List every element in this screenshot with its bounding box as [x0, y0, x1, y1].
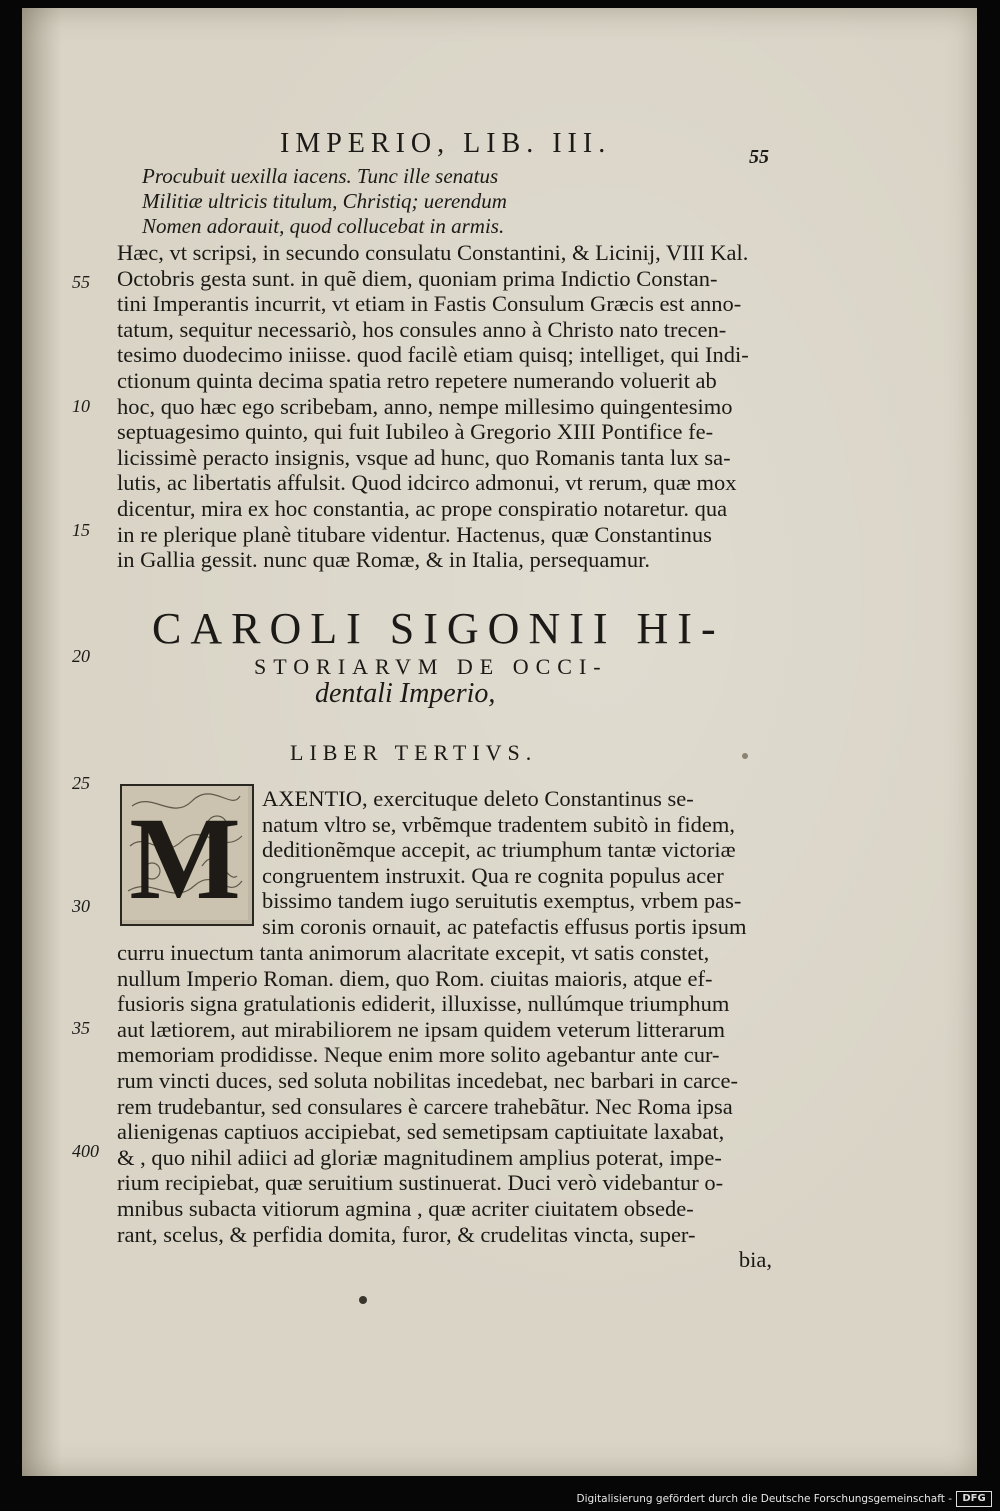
margin-line-number: 400 — [72, 1141, 99, 1161]
ink-speck — [742, 753, 748, 759]
funding-credit: Digitalisierung gefördert durch die Deutsche Forschungsgemeinschaft - — [576, 1493, 952, 1505]
verse-line: Militiæ ultricis titulum, Christiq; uerendum — [142, 189, 507, 213]
section-title: CAROLI SIGONII HI- — [152, 604, 725, 653]
ink-dot — [359, 1296, 367, 1304]
margin-line-number: 55 — [72, 272, 90, 292]
decorated-initial — [120, 784, 254, 926]
verse-line: Procubuit uexilla iacens. Tunc ille senatus — [142, 164, 499, 188]
text-line: deditionẽmque accepit, ac triumphum tantæ victoriæ — [262, 837, 736, 863]
section-subtitle-italic: dentali Imperio, — [315, 678, 496, 709]
text-line: bissimo tandem iugo seruitutis exemptus, vrbem pas- — [262, 888, 742, 914]
text-line: tini Imperantis incurrit, vt etiam in Fastis Consulum Græcis est anno- — [117, 291, 742, 317]
text-line: & , quo nihil adiici ad gloriæ magnitudinem amplius poterat, impe- — [117, 1144, 722, 1170]
text-line: in Gallia gessit. nunc quæ Romæ, & in Italia, persequamur. — [117, 547, 651, 573]
text-line: dicentur, mira ex hoc constantia, ac prope conspiratio notaretur. qua — [117, 495, 728, 521]
text-line: rium recipiebat, quæ seruitium sustinuerat. Duci verò videbantur o- — [117, 1170, 724, 1196]
initial-letter: M — [129, 793, 241, 920]
text-line: ctionum quinta decima spatia retro repetere numerando voluerit ab — [117, 367, 717, 393]
text-line: in re plerique planè titubare videntur. Hactenus, quæ Constantinus — [117, 521, 712, 547]
running-head: IMPERIO, LIB. III. — [280, 128, 612, 159]
text-line: licissimè peracto insignis, vsque ad hunc, quo Romanis tanta lux sa- — [117, 444, 731, 470]
text-line: sim coronis ornauit, ac patefactis effusus portis ipsum — [262, 913, 747, 939]
text-line: septuagesimo quinto, qui fuit Iubileo à Gregorio XIII Pontifice fe- — [117, 419, 714, 445]
margin-line-number: 10 — [72, 396, 90, 416]
text-line: rum vincti duces, sed soluta nobilitas incedebat, nec barbari in carce- — [117, 1067, 739, 1093]
margin-line-number: 20 — [72, 646, 90, 666]
text-line: tatum, sequitur necessariò, hos consules anno à Christo nato trecen- — [117, 316, 727, 342]
text-line: rant, scelus, & perfidia domita, furor, & crudelitas vincta, super- — [117, 1221, 696, 1247]
text-line: Hæc, vt scripsi, in secundo consulatu Constantini, & Licinij, VIII Kal. — [117, 240, 749, 265]
text-line: curru inuectum tanta animorum alacritate excepit, vt satis constet, — [117, 940, 710, 965]
paragraph-1 — [117, 240, 777, 573]
margin-line-number: 35 — [72, 1018, 90, 1038]
initial-ornament-icon — [122, 786, 248, 920]
book-heading: LIBER TERTIVS. — [290, 740, 538, 765]
text-line: lutis, ac libertatis affulsit. Quod idcirco admonui, vt rerum, quæ mox — [117, 470, 737, 496]
footer-bar — [0, 1483, 1000, 1511]
paragraph-2-indented — [262, 786, 772, 940]
margin-line-number: 30 — [72, 896, 90, 916]
text-line: mnibus subacta vitiorum agmina , quæ acriter ciuitatem obsede- — [117, 1195, 694, 1221]
book-page — [22, 8, 977, 1476]
paragraph-2 — [117, 940, 777, 1273]
text-line: aut lætiorem, aut mirabiliorem ne ipsam quidem veterum litterarum — [117, 1016, 725, 1042]
margin-line-number: 25 — [72, 773, 90, 793]
margin-line-number: 15 — [72, 520, 90, 540]
text-line: memoriam prodidisse. Neque enim more solito agebantur ante cur- — [117, 1042, 720, 1068]
verse-line: Nomen adorauit, quod collucebat in armis. — [142, 214, 505, 238]
text-line: Octobris gesta sunt. in quẽ diem, quoniam prima Indictio Constan- — [117, 265, 718, 291]
section-subtitle: STORIARVM DE OCCI- — [254, 654, 608, 679]
text-line: alienigenas captiuos accipiebat, sed semetipsam captiuitate laxabat, — [117, 1119, 725, 1145]
text-line: congruentem instruxit. Qua re cognita populus acer — [262, 862, 724, 888]
verse-block — [142, 164, 507, 239]
dfg-logo[interactable]: DFG — [956, 1491, 992, 1507]
text-line: hoc, quo hæc ego scribebam, anno, nempe millesimo quingentesimo — [117, 393, 733, 419]
text-line: AXENTIO, exercituque deleto Constantinus se- — [262, 786, 694, 811]
text-line: fusioris signa gratulationis ediderit, illuxisse, nullúmque triumphum — [117, 991, 730, 1017]
text-line: bia, — [738, 1247, 772, 1273]
folio-number: 55 — [749, 146, 769, 168]
text-line: nullum Imperio Roman. diem, quo Rom. ciuitas maioris, atque ef- — [117, 965, 713, 991]
text-line: rem trudebantur, sed consulares è carcere trahebãtur. Nec Roma ipsa — [117, 1093, 733, 1119]
text-line: tesimo duodecimo iniisse. quod facilè etiam quisq; intelliget, qui Indi- — [117, 342, 749, 368]
text-line: natum vltro se, vrbẽmque tradentem subitò in fidem, — [262, 811, 736, 837]
